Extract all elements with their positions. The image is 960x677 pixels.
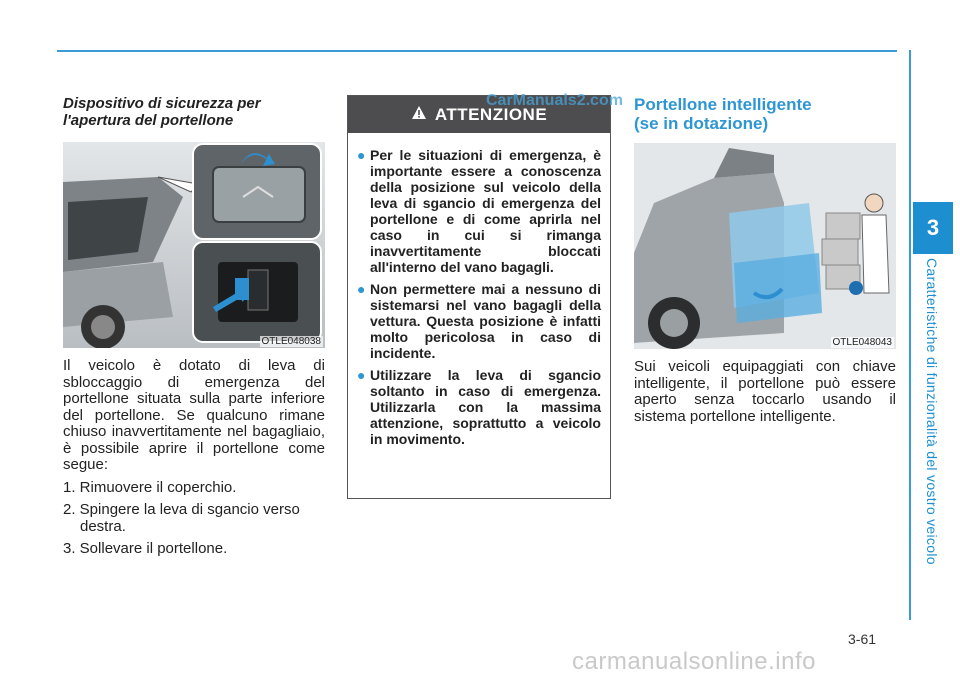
smart-tailgate-section bbox=[634, 95, 896, 425]
body-paragraph: Sui veicoli equipaggiati con chiave intelligente, il portellone può essere aperto senza toccarlo usando il sistema portellone intelligente. bbox=[634, 358, 896, 425]
warning-item bbox=[357, 367, 601, 447]
watermark: CarManuals2.com bbox=[486, 92, 623, 109]
steps-list bbox=[63, 480, 325, 558]
warning-box bbox=[347, 95, 611, 499]
bullet-icon: ● bbox=[357, 367, 366, 383]
bottom-watermark: carmanualsonline.info bbox=[572, 648, 816, 675]
chapter-number-tab: 3 bbox=[913, 202, 953, 254]
tailgate-release-illustration bbox=[63, 142, 325, 348]
warning-item bbox=[357, 147, 601, 275]
figure-code: OTLE048038 bbox=[261, 336, 321, 347]
chapter-title-text: Caratteristiche di funzionalità del vostro veicolo bbox=[924, 258, 940, 565]
section-heading: Dispositivo di sicurezza per l'apertura del portellone bbox=[63, 95, 261, 129]
heading-line: Portellone intelligente bbox=[634, 95, 812, 114]
figure-code: OTLE048043 bbox=[832, 337, 892, 348]
emergency-release-section bbox=[63, 95, 325, 564]
warning-list bbox=[357, 147, 601, 447]
step-item: 2. Spingere la leva di sgancio verso destra. bbox=[63, 501, 300, 535]
bullet-icon: ● bbox=[357, 281, 366, 297]
top-rule bbox=[57, 50, 897, 52]
step-item: 1. Rimuovere il coperchio. bbox=[63, 478, 237, 496]
warning-item bbox=[357, 281, 601, 361]
side-rule bbox=[909, 50, 911, 620]
emergency-release-figure bbox=[63, 142, 325, 348]
smart-tailgate-illustration bbox=[634, 143, 896, 349]
body-paragraph: Il veicolo è dotato di leva di sbloccaggio di emergenza del portellone situata sulla parte inferiore del portellone. Se qualcuno rimane chiuso inavvertitamente nel bagagliaio, è possibile aprire il portellone come segue: bbox=[63, 357, 325, 473]
warning-triangle-icon bbox=[411, 105, 427, 125]
warning-title: ATTENZIONE bbox=[434, 104, 548, 124]
smart-tailgate-figure bbox=[634, 143, 896, 349]
step-item: 3. Sollevare il portellone. bbox=[63, 540, 228, 557]
bullet-icon: ● bbox=[357, 147, 366, 163]
page-number: 3-61 bbox=[848, 631, 877, 647]
warning-item-text: Non permettere mai a nessuno di sistemarsi nel vano bagagli della vettura. Questa posizione è infatti molto pericolosa in caso di incidente. bbox=[370, 281, 601, 361]
warning-item-text: Per le situazioni di emergenza, è importante essere a conoscenza della posizione sul veicolo della leva di sgancio di emergenza del portellone e di come aprirla nel caso in cui si rimanga inavvertitamente bloccati all'interno del vano bagagli. bbox=[370, 147, 601, 275]
heading-line: (se in dotazione) bbox=[634, 114, 769, 133]
section-heading bbox=[634, 95, 896, 133]
chapter-title-vertical bbox=[920, 258, 944, 578]
warning-item-text: Utilizzare la leva di sgancio soltanto in caso di emergenza. Utilizzarla con la massima attenzione, soprattutto a veicolo in movimento. bbox=[370, 367, 601, 447]
